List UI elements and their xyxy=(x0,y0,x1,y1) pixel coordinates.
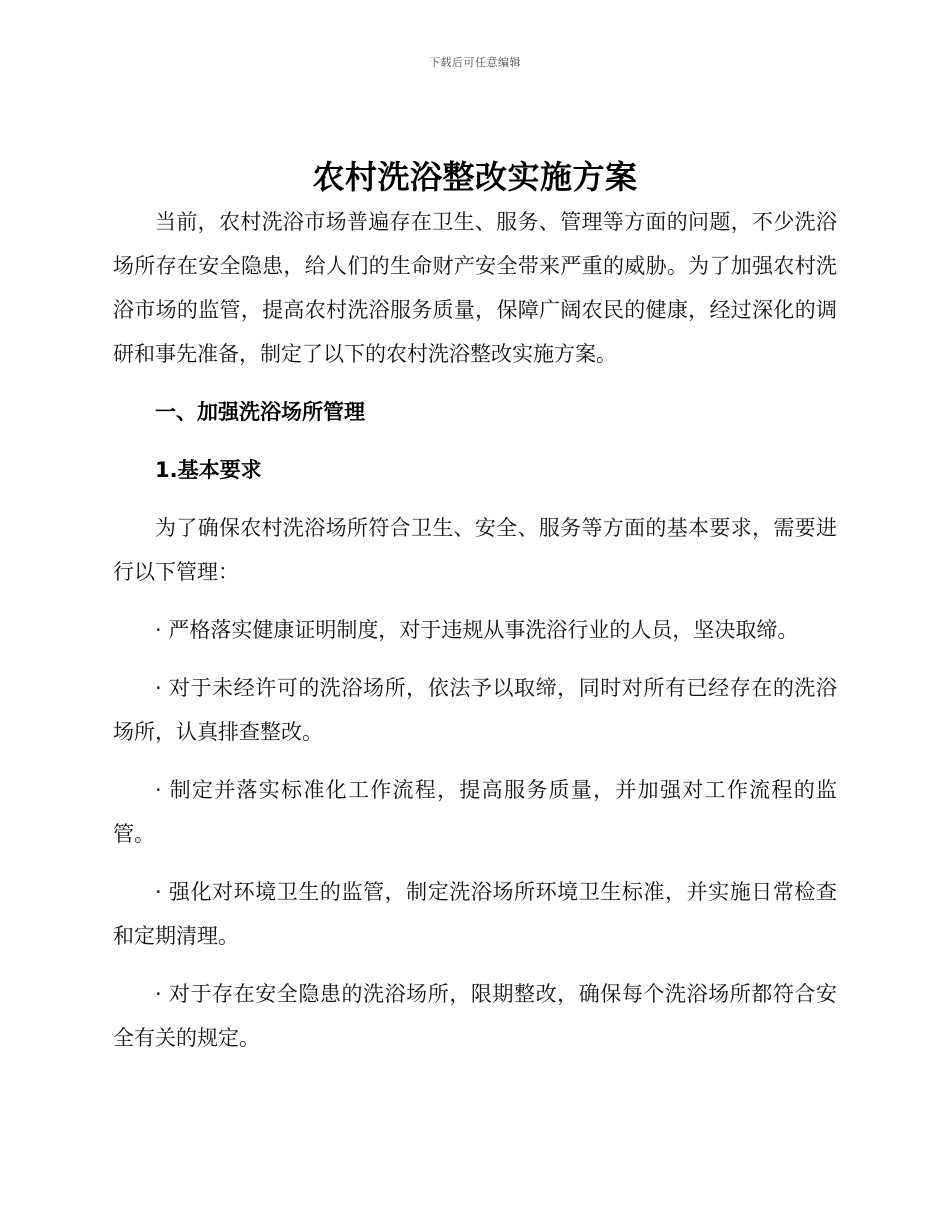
list-item: · 对于存在安全隐患的洗浴场所，限期整改，确保每个洗浴场所都符合安全有关的规定。 xyxy=(113,982,837,1050)
header-note: 下载后可任意编辑 xyxy=(429,56,521,69)
subsection-heading: 1.基本要求 xyxy=(155,458,262,482)
document-title: 农村洗浴整改实施方案 xyxy=(312,158,638,196)
spacer xyxy=(113,594,837,608)
section-heading: 一、加强洗浴场所管理 xyxy=(155,400,365,424)
spacer xyxy=(113,376,837,390)
list-item: · 强化对环境卫生的监管，制定洗浴场所环境卫生标准，并实施日常检查和定期清理。 xyxy=(113,880,837,948)
spacer xyxy=(113,754,837,768)
spacer xyxy=(113,652,837,666)
spacer xyxy=(113,434,837,448)
list-item: · 对于未经许可的洗浴场所，依法予以取缔，同时对所有已经存在的洗浴场所，认真排查整改。 xyxy=(113,676,837,744)
list-item: · 严格落实健康证明制度，对于违规从事洗浴行业的人员，坚决取缔。 xyxy=(155,618,799,642)
list-item: · 制定并落实标准化工作流程，提高服务质量，并加强对工作流程的监管。 xyxy=(113,778,837,846)
spacer xyxy=(113,856,837,870)
subsection-lead-paragraph: 为了确保农村洗浴场所符合卫生、安全、服务等方面的基本要求，需要进行以下管理： xyxy=(113,516,837,584)
spacer xyxy=(113,958,837,972)
document-body xyxy=(113,200,837,1060)
spacer xyxy=(113,492,837,506)
intro-paragraph: 当前，农村洗浴市场普遍存在卫生、服务、管理等方面的问题，不少洗浴场所存在安全隐患，给人们的生命财产安全带来严重的威胁。为了加强农村洗浴市场的监管，提高农村洗浴服务质量，保障广阔农民的健康，经过深化的调研和事先准备，制定了以下的农村洗浴整改实施方案。 xyxy=(113,210,837,366)
